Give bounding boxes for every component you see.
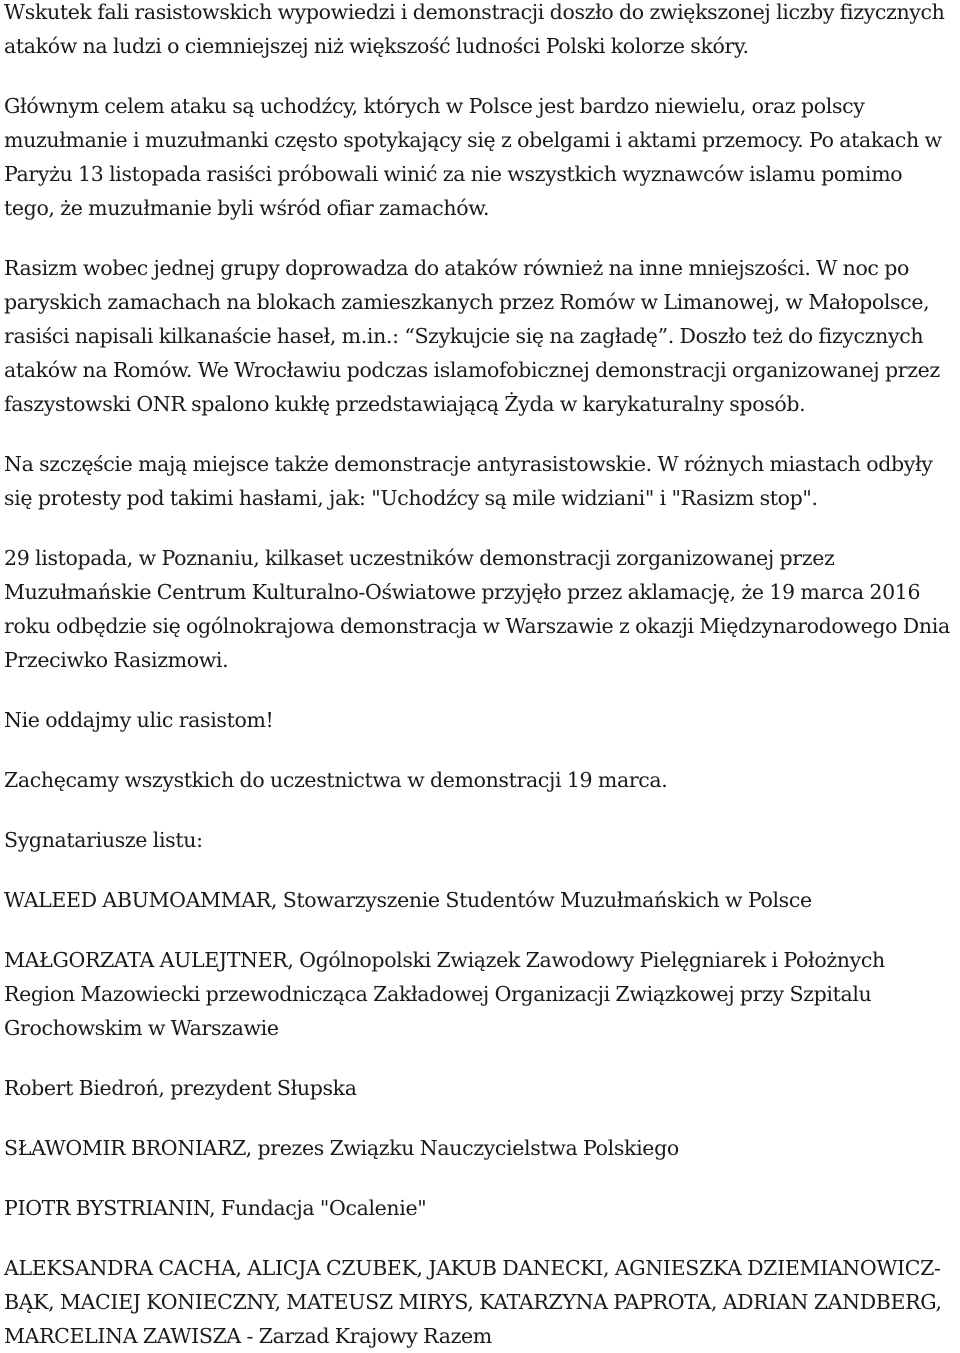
signatory-item: PIOTR BYSTRIANIN, Fundacja "Ocalenie" xyxy=(4,1196,427,1220)
signatory-item: Robert Biedroń, prezydent Słupska xyxy=(4,1076,357,1100)
paragraph-counter-demonstrations: Na szczęście mają miejsce także demonstracje antyrasistowskie. W różnych miastach odbyły się protesty pod takimi hasłami, jak: "Uchodźcy są mile widziani" i "Rasizm stop". xyxy=(4,452,933,510)
paragraph-intro: Wskutek fali rasistowskich wypowiedzi i demonstracji doszło do zwiększonej liczby fizycznych ataków na ludzi o ciemniejszej niż większość ludności Polski kolorze skóry. xyxy=(4,0,945,58)
signatory-item: ALEKSANDRA CACHA, ALICJA CZUBEK, JAKUB DANECKI, AGNIESZKA DZIEMIANOWICZ-BĄK, MACIEJ KONIECZNY, MATEUSZ MIRYS, KATARZYNA PAPROTA, ADRIAN ZANDBERG, MARCELINA ZAWISZA - Zarzad Krajowy Razem xyxy=(4,1256,942,1348)
paragraph-poznan: 29 listopada, w Poznaniu, kilkaset uczestników demonstracji zorganizowanej przez Muzułmańskie Centrum Kulturalno-Oświatowe przyjęło przez aklamację, że 19 marca 2016 roku odbędzie się ogólnokrajowa demonstracja w Warszawie z okazji Międzynarodowego Dnia Przeciwko Rasizmowi. xyxy=(4,546,950,672)
signatory-item: WALEED ABUMOAMMAR, Stowarzyszenie Studentów Muzułmańskich w Polsce xyxy=(4,888,812,912)
paragraph-slogan: Nie oddajmy ulic rasistom! xyxy=(4,708,274,732)
signatory-item: MAŁGORZATA AULEJTNER, Ogólnopolski Związek Zawodowy Pielęgniarek i Położnych Region Mazowiecki przewodnicząca Zakładowej Organizacji Związkowej przy Szpitalu Grochowskim w Warszawie xyxy=(4,948,885,1040)
signatory-item: SŁAWOMIR BRONIARZ, prezes Związku Nauczycielstwa Polskiego xyxy=(4,1136,679,1160)
signatories-heading: Sygnatariusze listu: xyxy=(4,828,203,852)
paragraph-minorities: Rasizm wobec jednej grupy doprowadza do ataków również na inne mniejszości. W noc po paryskich zamachach na blokach zamieszkanych przez Romów w Limanowej, w Małopolsce, rasiści napisali kilkanaście haseł, m.in.: “Szykujcie się na zagładę”. Doszło też do fizycznych ataków na Romów. We Wrocławiu podczas islamofobicznej demonstracji organizowanej przez faszystowski ONR spalono kukłę przedstawiającą Żyda w karykaturalny sposób. xyxy=(4,256,940,416)
paragraph-invitation: Zachęcamy wszystkich do uczestnictwa w demonstracji 19 marca. xyxy=(4,768,668,792)
paragraph-refugees: Głównym celem ataku są uchodźcy, których w Polsce jest bardzo niewielu, oraz polscy muzułmanie i muzułmanki często spotykający się z obelgami i aktami przemocy. Po atakach w Paryżu 13 listopada rasiści próbowali winić za nie wszystkich wyznawców islamu pomimo tego, że muzułmanie byli wśród ofiar zamachów. xyxy=(4,94,942,220)
